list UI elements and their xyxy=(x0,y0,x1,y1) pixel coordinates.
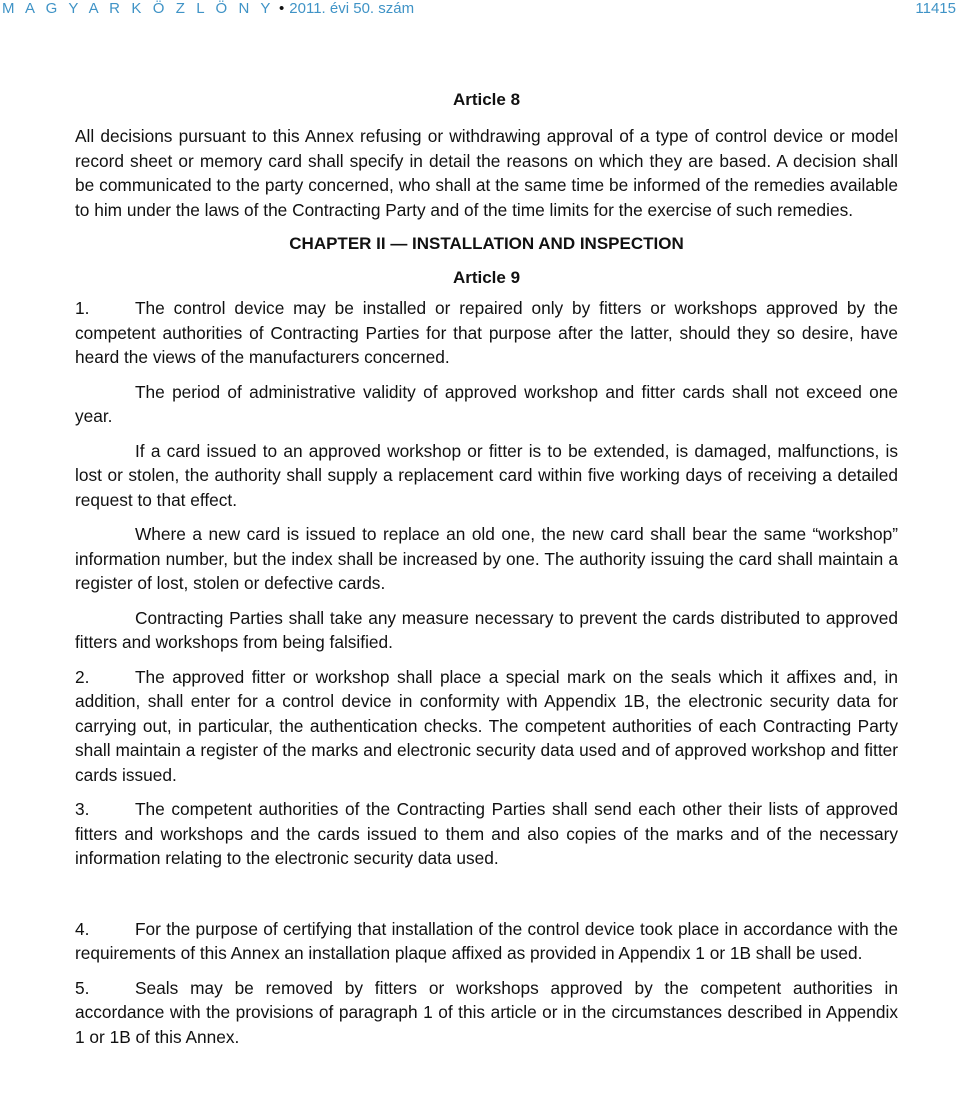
paragraph-text: The approved fitter or workshop shall place a special mark on the seals which it affixes and, in addition, shall enter for a control device in conformity with Appendix 1B, the electronic security data for carrying out, in particular, the authentication checks. The competent authorities of each Contracting Party shall maintain a register of the marks and electronic security data used and of approved workshop and fitter cards issued. xyxy=(75,666,898,785)
paragraph-text: The control device may be installed or repaired only by fitters or workshops approved by the competent authorities of Contracting Parties for that purpose after the latter, should they so desire, have heard the views of the manufacturers concerned. xyxy=(75,298,898,367)
journal-name: M A G Y A R K Ö Z L Ö N Y xyxy=(2,0,275,17)
paragraph-number: 1. xyxy=(75,298,90,318)
article-8-heading: Article 8 xyxy=(452,90,521,109)
paragraph-number: 2. xyxy=(75,666,90,687)
article-9-heading: Article 9 xyxy=(452,268,521,287)
paragraph-1 xyxy=(75,296,898,370)
paragraph-text: For the purpose of certifying that installation of the control device took place in accordance with the requirements of this Annex an installation plaque affixed as provided in Appendix 1 or 1B shall be used. xyxy=(75,918,898,963)
paragraph-3 xyxy=(75,797,898,871)
bullet-separator: • xyxy=(279,0,285,17)
paragraph-2 xyxy=(75,665,898,788)
paragraph-5 xyxy=(75,976,898,1050)
running-header xyxy=(0,0,960,20)
page-number: 11415 xyxy=(915,0,956,17)
paragraph-1-replacement: If a card issued to an approved workshop or fitter is to be extended, is damaged, malfunctions, is lost or stolen, the authority shall supply a replacement card within five working days of receiving a detailed request to that effect. xyxy=(75,440,898,510)
paragraph-number: 3. xyxy=(75,799,90,819)
paragraph-1-falsification: Contracting Parties shall take any measure necessary to prevent the cards distributed to approved fitters and workshops from being falsified. xyxy=(75,607,898,652)
paragraph-number: 4. xyxy=(75,918,90,939)
paragraph-4 xyxy=(75,917,898,966)
chapter-heading: CHAPTER II — INSTALLATION AND INSPECTION xyxy=(289,234,684,253)
issue-label: 2011. évi 50. szám xyxy=(289,0,415,17)
article-8-paragraph: All decisions pursuant to this Annex refusing or withdrawing approval of a type of control device or model record sheet or memory card shall specify in detail the reasons on which they are based. A decision shall be communicated to the party concerned, who shall at the same time be informed of the remedies available to him under the laws of the Contracting Party and of the time limits for the exercise of such remedies. xyxy=(75,126,898,220)
document-body xyxy=(75,88,898,1049)
paragraph-text: The competent authorities of the Contracting Parties shall send each other their lists of approved fitters and workshops and the cards issued to them and also copies of the marks and of the necessary information relating to the electronic security data used. xyxy=(75,799,898,868)
paragraph-text: Seals may be removed by fitters or workshops approved by the competent authorities in accordance with the provisions of paragraph 1 of this article or in the circumstances described in Appendix 1 or 1B of this Annex. xyxy=(75,977,898,1047)
journal-title xyxy=(2,0,414,17)
paragraph-1-validity: The period of administrative validity of approved workshop and fitter cards shall not exceed one year. xyxy=(75,381,898,426)
paragraph-1-new-card: Where a new card is issued to replace an old one, the new card shall bear the same “workshop” information number, but the index shall be increased by one. The authority issuing the card shall maintain a register of lost, stolen or defective cards. xyxy=(75,524,898,593)
paragraph-number: 5. xyxy=(75,977,90,998)
